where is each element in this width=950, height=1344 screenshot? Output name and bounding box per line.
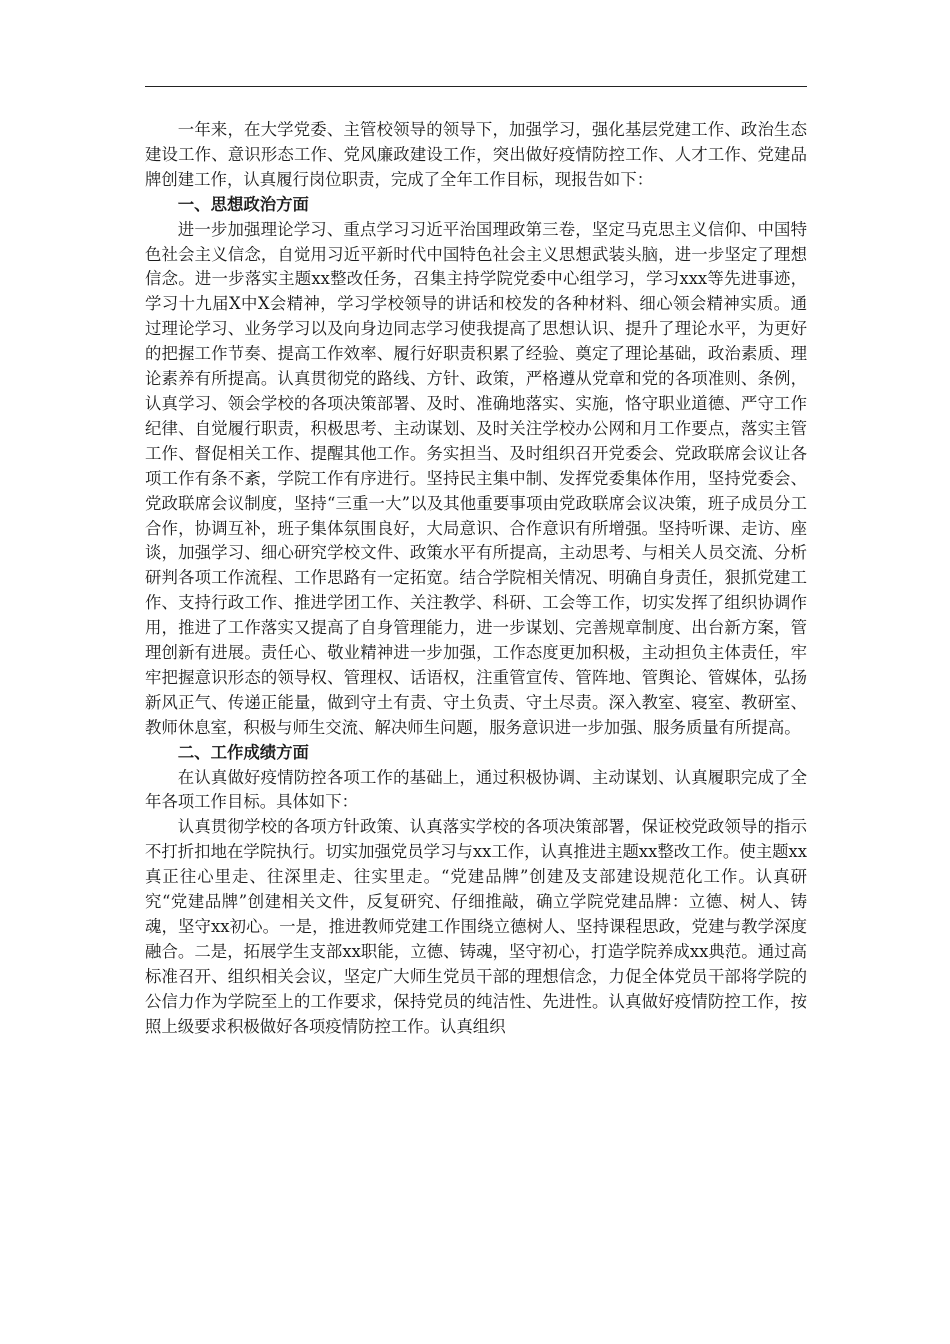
intro-paragraph: 一年来，在大学党委、主管校领导的领导下，加强学习，强化基层党建工作、政治生态建设工作、意识形态工作、党风廉政建设工作，突出做好疫情防控工作、人才工作、党建品牌创建工作，认真履行岗位职责，完成了全年工作目标，现报告如下：	[145, 120, 807, 189]
section-paragraph-achievements-summary: 在认真做好疫情防控各项工作的基础上，通过积极协调、主动谋划、认真履职完成了全年各项工作目标。具体如下：	[145, 767, 807, 812]
section-heading-ideology: 一、思想政治方面	[177, 194, 309, 214]
document-body	[145, 118, 807, 1040]
section-paragraph-achievements-detail: 认真贯彻学校的各项方针政策、认真落实学校的各项决策部署，保证校党政领导的指示不打折扣地在学院执行。切实加强党员学习与xx工作，认真推进主题xx整改工作。使主题xx真正往心里走、往深里走、往实里走。“党建品牌”创建及支部建设规范化工作。认真研究“党建品牌”创建相关文件，反复研究、仔细推敲，确立学院党建品牌：立德、树人、铸魂，坚守xx初心。一是，推进教师党建工作围绕立德树人、坚持课程思政，党建与教学深度融合。二是，拓展学生支部xx职能，立德、铸魂，坚守初心，打造学院养成xx典范。通过高标准召开、组织相关会议，坚定广大师生党员干部的理想信念，力促全体党员干部将学院的公信力作为学院至上的工作要求，保持党员的纯洁性、先进性。认真做好疫情防控工作，按照上级要求积极做好各项疫情防控工作。认真组织	[145, 817, 807, 1036]
header-rule	[145, 86, 807, 87]
section-paragraph-ideology: 进一步加强理论学习、重点学习习近平治国理政第三卷，坚定马克思主义信仰、中国特色社会主义信念，自觉用习近平新时代中国特色社会主义思想武装头脑，进一步坚定了理想信念。进一步落实主题xx整改任务，召集主持学院党委中心组学习，学习xxx等先进事迹，学习十九届X中X会精神，学习学校领导的讲话和校发的各种材料、细心领会精神实质。通过理论学习、业务学习以及向身边同志学习使我提高了思想认识、提升了理论水平，为更好的把握工作节奏、提高工作效率、履行好职责积累了经验、奠定了理论基础，政治素质、理论素养有所提高。认真贯彻党的路线、方针、政策，严格遵从党章和党的各项准则、条例，认真学习、领会学校的各项决策部署、及时、准确地落实、实施，恪守职业道德、严守工作纪律、自觉履行职责，积极思考、主动谋划、及时关注学校办公网和月工作要点，落实主管工作、督促相关工作、提醒其他工作。务实担当、及时组织召开党委会、党政联席会议让各项工作有条不紊，学院工作有序进行。坚持民主集中制、发挥党委集体作用，坚持党委会、党政联席会议制度，坚持“三重一大”以及其他重要事项由党政联席会议决策，班子成员分工合作，协调互补，班子集体氛围良好，大局意识、合作意识有所增强。坚持听课、走访、座谈，加强学习、细心研究学校文件、政策水平有所提高，主动思考、与相关人员交流、分析研判各项工作流程、工作思路有一定拓宽。结合学院相关情况、明确自身责任，狠抓党建工作、支持行政工作、推进学团工作、关注教学、科研、工会等工作，切实发挥了组织协调作用，推进了工作落实又提高了自身管理能力，进一步谋划、完善规章制度、出台新方案，管理创新有进展。责任心、敬业精神进一步加强，工作态度更加积极，主动担负主体责任，牢牢把握意识形态的领导权、管理权、话语权，注重管宣传、管阵地、管舆论、管媒体，弘扬新风正气、传递正能量，做到守土有责、守土负责、守土尽责。深入教室、寝室、教研室、教师休息室，积极与师生交流、解决师生问题，服务意识进一步加强、服务质量有所提高。	[145, 219, 807, 737]
section-heading-achievements: 二、工作成绩方面	[177, 742, 309, 762]
